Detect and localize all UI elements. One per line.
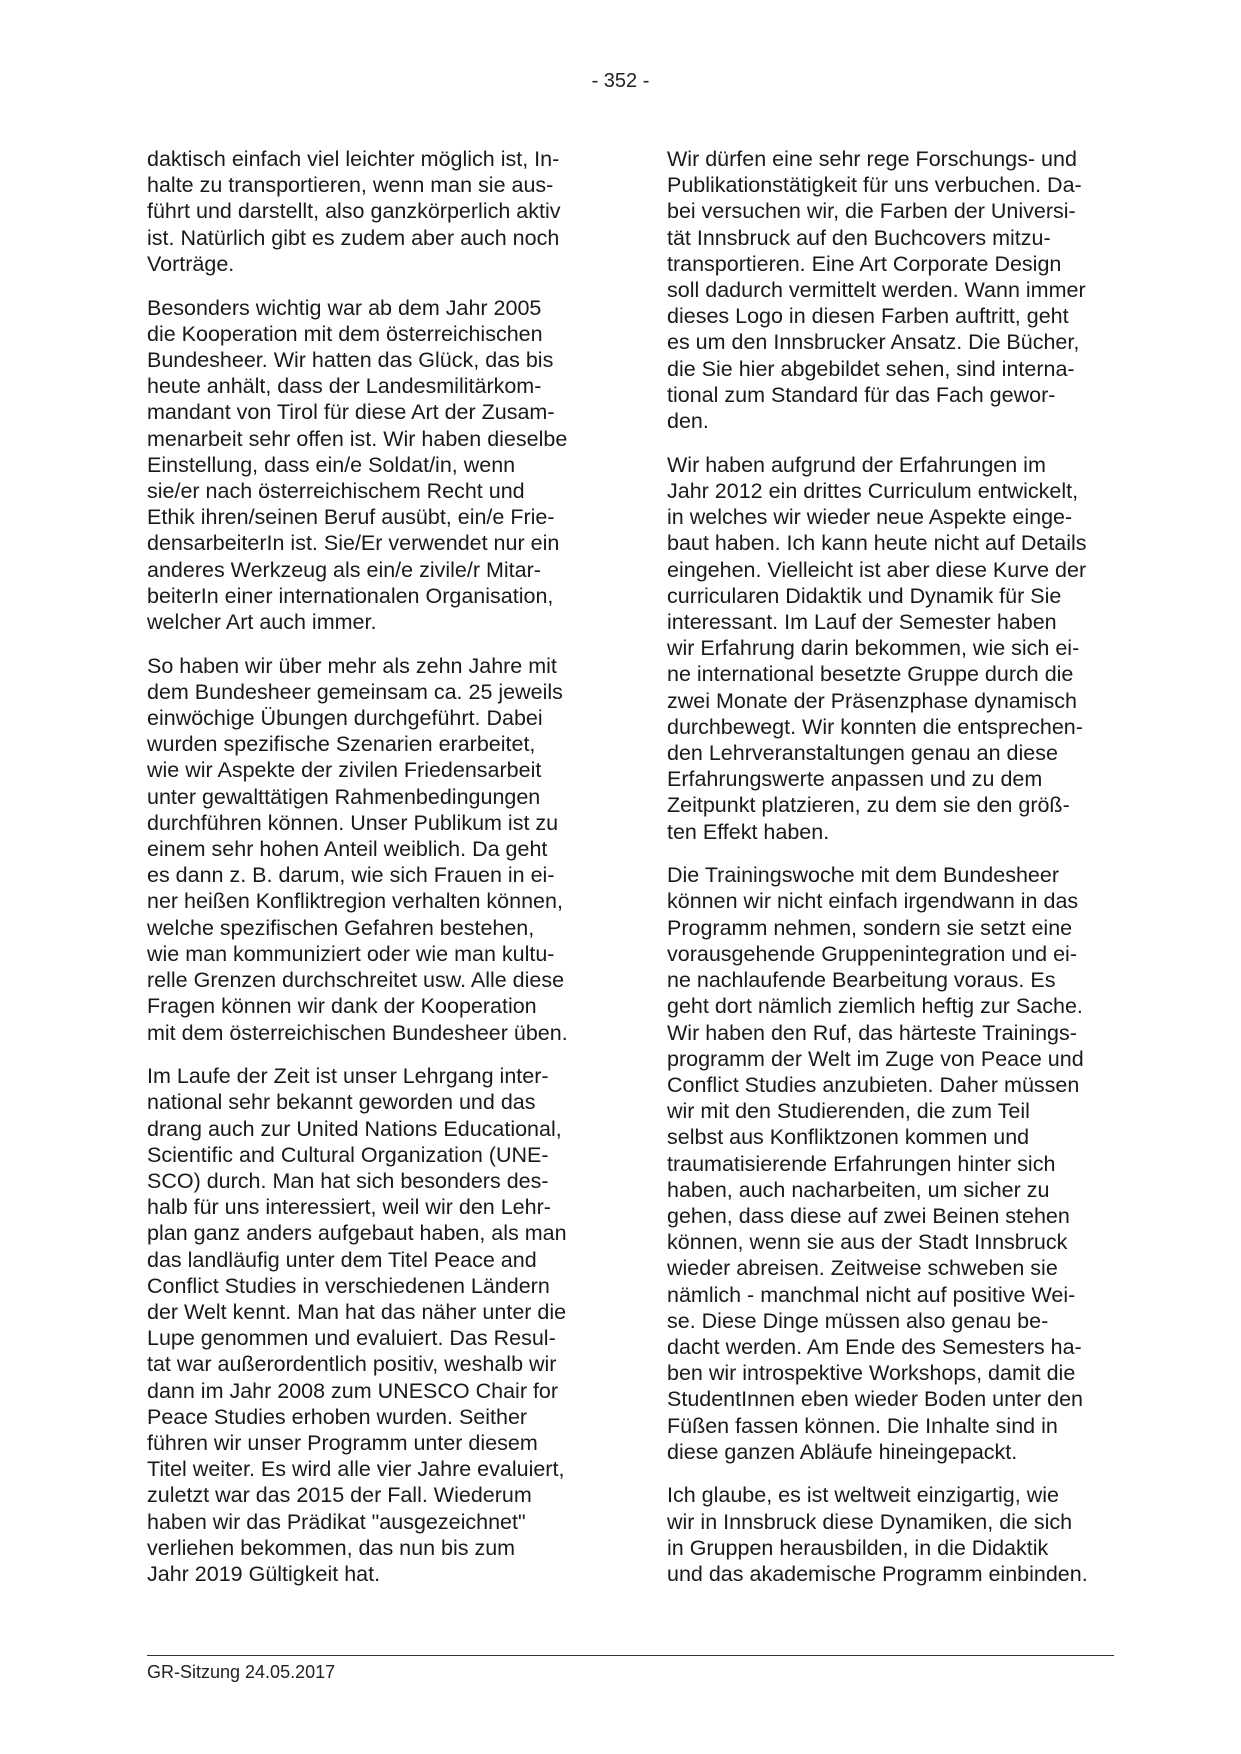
text-line: das landläufig unter dem Titel Peace and [147,1247,537,1272]
text-line: tät Innsbruck auf den Buchcovers mitzu- [667,225,1051,250]
text-line: tional zum Standard für das Fach gewor- [667,382,1056,407]
paragraph [667,1482,1111,1587]
text-line: können wir nicht einfach irgendwann in das [667,889,1079,914]
paragraph [147,653,591,1046]
text-line: selbst aus Konfliktzonen kommen und [667,1125,1030,1150]
text-line: ten Effekt haben. [667,819,830,844]
text-line: welcher Art auch immer. [147,609,377,634]
text-line: geht dort nämlich ziemlich heftig zur Sache. [667,994,1083,1019]
text-line: curricularen Didaktik und Dynamik für Sie [667,583,1062,608]
footer-text: GR-Sitzung 24.05.2017 [147,1662,336,1682]
text-line: durchführen können. Unser Publikum ist zu [147,810,559,835]
text-line: So haben wir über mehr als zehn Jahre mit [147,653,557,678]
paragraph [147,146,591,277]
paragraph [147,1063,591,1587]
text-line: Die Trainingswoche mit dem Bundesheer [667,863,1059,888]
text-line: dieses Logo in diesen Farben auftritt, geht [667,304,1069,329]
footer-rule [147,1655,1114,1656]
text-line: wie wir Aspekte der zivilen Friedensarbeit [147,758,542,783]
text-line: können, wenn sie aus der Stadt Innsbruck [667,1230,1068,1255]
text-line: Jahr 2012 ein drittes Curriculum entwickelt, [667,478,1079,503]
text-line: ben wir introspektive Workshops, damit die [667,1361,1076,1386]
text-line: Conflict Studies in verschiedenen Ländern [147,1273,550,1298]
text-line: heute anhält, dass der Landesmilitärkom- [147,374,542,399]
text-line: wieder abreisen. Zeitweise schweben sie [667,1256,1058,1281]
left-column [147,146,591,1605]
text-line: in welches wir wieder neue Aspekte einge- [667,505,1073,530]
text-line: die Sie hier abgebildet sehen, sind interna- [667,356,1075,381]
text-line: Scientific and Cultural Organization (UNE- [147,1142,549,1167]
text-line: mit dem österreichischen Bundesheer üben. [147,1020,568,1045]
text-line: Im Laufe der Zeit ist unser Lehrgang inter- [147,1064,549,1089]
text-line: Füßen fassen können. Die Inhalte sind in [667,1413,1058,1438]
text-line: Jahr 2019 Gültigkeit hat. [147,1562,381,1587]
text-line: vorausgehende Gruppenintegration und ei- [667,941,1077,966]
text-line: Besonders wichtig war ab dem Jahr 2005 [147,295,542,320]
text-line: programm der Welt im Zuge von Peace und [667,1046,1084,1071]
text-line: Bundesheer. Wir hatten das Glück, das bis [147,347,554,372]
text-line: anderes Werkzeug als ein/e zivile/r Mitar- [147,557,541,582]
text-line: diese ganzen Abläufe hineingepackt. [667,1439,1018,1464]
text-line: menarbeit sehr offen ist. Wir haben dieselbe [147,426,568,451]
text-line: wurden spezifische Szenarien erarbeitet, [147,732,536,757]
text-line: Programm nehmen, sondern sie setzt eine [667,915,1073,940]
text-line: soll dadurch vermittelt werden. Wann immer [667,278,1086,303]
text-line: wie man kommuniziert oder wie man kultu- [147,941,555,966]
text-line: Erfahrungswerte anpassen und zu dem [667,767,1043,792]
text-line: es um den Innsbrucker Ansatz. Die Bücher, [667,330,1080,355]
right-column [667,146,1111,1605]
text-line: plan ganz anders aufgebaut haben, als man [147,1221,567,1246]
text-line: mandant von Tirol für diese Art der Zusam- [147,400,555,425]
text-line: drang auch zur United Nations Educational, [147,1116,562,1141]
text-line: den Lehrveranstaltungen genau an diese [667,740,1058,765]
text-line: national sehr bekannt geworden und das [147,1090,536,1115]
text-line: interessant. Im Lauf der Semester haben [667,609,1057,634]
text-line: einwöchige Übungen durchgeführt. Dabei [147,706,543,731]
page-number: - 352 - [591,70,650,92]
text-line: es dann z. B. darum, wie sich Frauen in ei- [147,863,555,888]
text-line: führen wir unser Programm unter diesem [147,1431,538,1456]
text-line: Einstellung, dass ein/e Soldat/in, wenn [147,452,516,477]
text-line: dacht werden. Am Ende des Semesters ha- [667,1334,1082,1359]
text-line: Wir haben aufgrund der Erfahrungen im [667,452,1046,477]
text-line: halte zu transportieren, wenn man sie aus- [147,173,554,198]
text-line: Vorträge. [147,251,235,276]
text-line: Publikationstätigkeit für uns verbuchen. Da- [667,173,1082,198]
text-line: StudentInnen eben wieder Boden unter den [667,1387,1083,1412]
text-line: Peace Studies erhoben wurden. Seither [147,1404,528,1429]
paragraph [667,862,1111,1465]
text-line: Wir haben den Ruf, das härteste Trainings- [667,1020,1077,1045]
text-line: haben, auch nacharbeiten, um sicher zu [667,1177,1050,1202]
text-line: führt und darstellt, also ganzkörperlich aktiv [147,199,561,224]
text-line: unter gewalttätigen Rahmenbedingungen [147,784,541,809]
text-line: se. Diese Dinge müssen also genau be- [667,1308,1049,1333]
text-line: daktisch einfach viel leichter möglich ist, In- [147,147,560,171]
text-line: einem sehr hohen Anteil weiblich. Da geht [147,837,548,862]
text-line: bei versuchen wir, die Farben der Universi- [667,199,1076,224]
text-line: der Welt kennt. Man hat das näher unter die [147,1300,567,1325]
text-line: tat war außerordentlich positiv, weshalb wir [147,1352,557,1377]
text-line: sie/er nach österreichischem Recht und [147,478,525,503]
text-line: dann im Jahr 2008 zum UNESCO Chair for [147,1378,559,1403]
text-line: den. [667,409,709,434]
text-line: eingehen. Vielleicht ist aber diese Kurve der [667,557,1087,582]
paragraph [667,452,1111,845]
text-line: ist. Natürlich gibt es zudem aber auch noch [147,225,560,250]
text-line: wir Erfahrung darin bekommen, wie sich ei- [667,636,1080,661]
paragraph [667,146,1111,434]
text-line: baut haben. Ich kann heute nicht auf Details [667,531,1087,556]
text-line: SCO) durch. Man hat sich besonders des- [147,1169,549,1194]
text-line: Fragen können wir dank der Kooperation [147,994,537,1019]
text-line: wir mit den Studierenden, die zum Teil [667,1099,1030,1124]
text-line: welche spezifischen Gefahren bestehen, [147,915,535,940]
text-line: ne international besetzte Gruppe durch die [667,662,1074,687]
text-line: Titel weiter. Es wird alle vier Jahre evaluiert, [147,1457,565,1482]
text-line: in Gruppen herausbilden, in die Didaktik [667,1535,1049,1560]
text-line: Wir dürfen eine sehr rege Forschungs- und [667,147,1077,171]
text-line: nämlich - manchmal nicht auf positive Wei- [667,1282,1076,1307]
text-line: zuletzt war das 2015 der Fall. Wiederum [147,1483,532,1508]
text-line: haben wir das Prädikat "ausgezeichnet" [147,1509,526,1534]
text-line: ne nachlaufende Bearbeitung voraus. Es [667,968,1056,993]
text-line: Ethik ihren/seinen Beruf ausübt, ein/e Frie- [147,505,555,530]
text-line: zwei Monate der Präsenzphase dynamisch [667,688,1077,713]
text-line: dem Bundesheer gemeinsam ca. 25 jeweils [147,679,563,704]
text-line: und das akademische Programm einbinden. [667,1562,1088,1587]
text-line: transportieren. Eine Art Corporate Design [667,251,1062,276]
paragraph [147,295,591,636]
text-line: Conflict Studies anzubieten. Daher müssen [667,1072,1080,1097]
text-line: halb für uns interessiert, weil wir den Lehr- [147,1195,551,1220]
text-line: gehen, dass diese auf zwei Beinen stehen [667,1203,1070,1228]
text-line: Zeitpunkt platzieren, zu dem sie den größ- [667,793,1070,818]
text-line: Ich glaube, es ist weltweit einzigartig, wie [667,1483,1059,1508]
text-line: traumatisierende Erfahrungen hinter sich [667,1151,1056,1176]
text-line: beiterIn einer internationalen Organisation, [147,583,554,608]
text-line: durchbewegt. Wir konnten die entsprechen- [667,714,1083,739]
text-line: relle Grenzen durchschreitet usw. Alle diese [147,968,565,993]
text-line: wir in Innsbruck diese Dynamiken, die sich [667,1509,1073,1534]
text-line: densarbeiterIn ist. Sie/Er verwendet nur ein [147,531,560,556]
text-line: verliehen bekommen, das nun bis zum [147,1535,516,1560]
text-line: die Kooperation mit dem österreichischen [147,321,543,346]
text-line: Lupe genommen und evaluiert. Das Resul- [147,1326,556,1351]
text-line: ner heißen Konfliktregion verhalten können, [147,889,563,914]
